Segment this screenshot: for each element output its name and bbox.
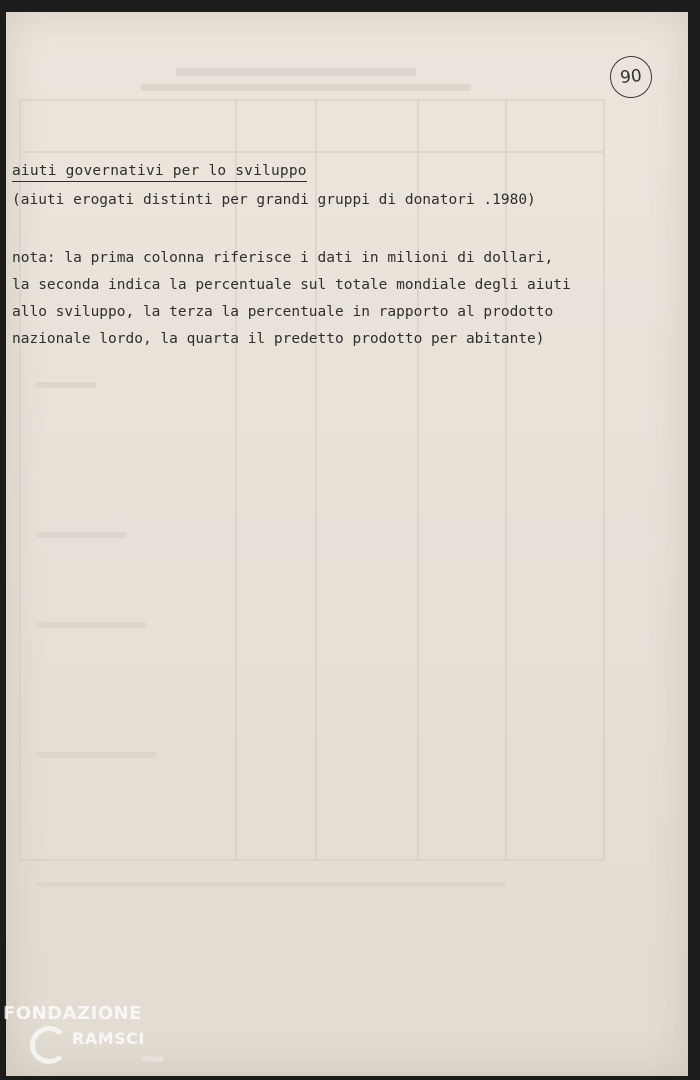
note-paragraph	[12, 245, 571, 353]
note-line: la seconda indica la percentuale sul totale mondiale degli aiuti	[12, 277, 571, 293]
document-page	[6, 12, 688, 1076]
watermark-line-3: onlus	[142, 1054, 164, 1063]
watermark-line-1: FONDAZIONE	[3, 1003, 142, 1024]
watermark-line-2: RAMSCI	[72, 1029, 145, 1048]
document-subtitle: (aiuti erogati distinti per grandi gruppi di donatori .1980)	[12, 192, 536, 208]
document-title: aiuti governativi per lo sviluppo	[12, 163, 307, 182]
g-logo-icon	[30, 1026, 68, 1064]
note-line: allo sviluppo, la terza la percentuale in rapporto al prodotto	[12, 304, 554, 320]
fondazione-gramsci-watermark	[0, 1000, 175, 1080]
note-line: nazionale lordo, la quarta il predetto prodotto per abitante)	[12, 331, 545, 347]
note-line: nota: la prima colonna riferisce i dati in milioni di dollari,	[12, 250, 554, 266]
page-number-circle: 90	[608, 54, 654, 100]
